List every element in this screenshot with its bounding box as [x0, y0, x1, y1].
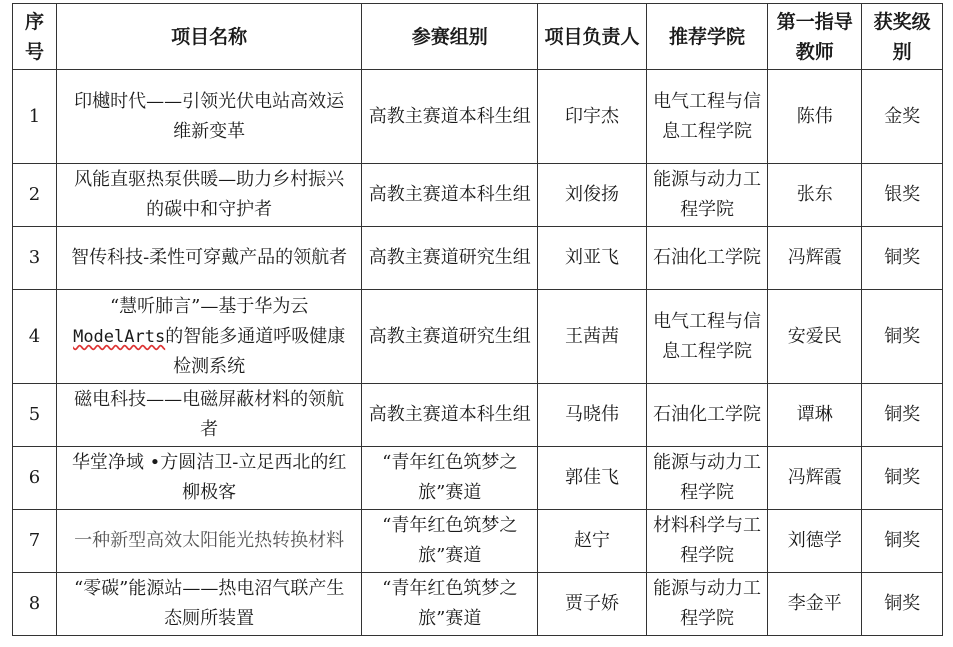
project-name-part: “慧听肺言”—基于华为云	[109, 295, 309, 317]
cell-leader: 王茜茜	[538, 290, 647, 384]
cell-level: 铜奖	[862, 384, 943, 447]
cell-project-name: 智传科技-柔性可穿戴产品的领航者	[56, 227, 361, 290]
cell-level: 铜奖	[862, 290, 943, 384]
cell-project-name: 华堂净域 •方圆洁卫-立足西北的红柳极客	[56, 447, 361, 510]
cell-no: 3	[13, 227, 57, 290]
awards-table	[12, 3, 943, 636]
table-row	[13, 227, 943, 290]
cell-advisor: 冯辉霞	[768, 447, 862, 510]
cell-group: 高教主赛道研究生组	[362, 290, 538, 384]
cell-no: 1	[13, 70, 57, 164]
cell-college: 电气工程与信息工程学院	[646, 70, 767, 164]
cell-level: 银奖	[862, 164, 943, 227]
cell-project-name: 印樾时代——引领光伏电站高效运维新变革	[56, 70, 361, 164]
cell-advisor: 刘德学	[768, 510, 862, 573]
cell-college: 材料科学与工程学院	[646, 510, 767, 573]
cell-leader: 刘亚飞	[538, 227, 647, 290]
table-row	[13, 573, 943, 636]
cell-no: 5	[13, 384, 57, 447]
cell-college: 能源与动力工程学院	[646, 164, 767, 227]
cell-leader: 刘俊扬	[538, 164, 647, 227]
cell-no: 2	[13, 164, 57, 227]
cell-leader: 郭佳飞	[538, 447, 647, 510]
cell-no: 7	[13, 510, 57, 573]
cell-advisor: 安爱民	[768, 290, 862, 384]
cell-level: 金奖	[862, 70, 943, 164]
cell-advisor: 陈伟	[768, 70, 862, 164]
cell-college: 石油化工学院	[646, 227, 767, 290]
cell-no: 4	[13, 290, 57, 384]
table-row	[13, 70, 943, 164]
cell-project-name: 一种新型高效太阳能光热转换材料	[56, 510, 361, 573]
cell-level: 铜奖	[862, 447, 943, 510]
cell-leader: 印宇杰	[538, 70, 647, 164]
project-name-brand: ModelArts	[73, 326, 166, 347]
cell-advisor: 谭琳	[768, 384, 862, 447]
header-name: 项目名称	[56, 4, 361, 70]
table-row	[13, 290, 943, 384]
cell-college: 电气工程与信息工程学院	[646, 290, 767, 384]
cell-project-name: “零碳”能源站——热电沼气联产生态厕所装置	[56, 573, 361, 636]
header-level: 获奖级别	[862, 4, 943, 70]
header-college: 推荐学院	[646, 4, 767, 70]
cell-group: 高教主赛道本科生组	[362, 70, 538, 164]
cell-level: 铜奖	[862, 510, 943, 573]
cell-group: “青年红色筑梦之旅”赛道	[362, 510, 538, 573]
cell-advisor: 冯辉霞	[768, 227, 862, 290]
table-row	[13, 510, 943, 573]
cell-project-name: 风能直驱热泵供暖—助力乡村振兴的碳中和守护者	[56, 164, 361, 227]
table-row	[13, 164, 943, 227]
cell-project-name: 磁电科技——电磁屏蔽材料的领航者	[56, 384, 361, 447]
cell-advisor: 张东	[768, 164, 862, 227]
project-name-part: 的智能多通道呼吸健康检测系统	[165, 325, 346, 377]
cell-group: 高教主赛道研究生组	[362, 227, 538, 290]
table-row	[13, 447, 943, 510]
cell-advisor: 李金平	[768, 573, 862, 636]
cell-leader: 马晓伟	[538, 384, 647, 447]
header-row	[13, 4, 943, 70]
cell-level: 铜奖	[862, 227, 943, 290]
cell-college: 能源与动力工程学院	[646, 447, 767, 510]
cell-leader: 赵宁	[538, 510, 647, 573]
cell-group: 高教主赛道本科生组	[362, 384, 538, 447]
header-leader: 项目负责人	[538, 4, 647, 70]
cell-college: 能源与动力工程学院	[646, 573, 767, 636]
cell-no: 8	[13, 573, 57, 636]
header-advisor: 第一指导教师	[768, 4, 862, 70]
cell-level: 铜奖	[862, 573, 943, 636]
cell-project-name	[56, 290, 361, 384]
header-group: 参赛组别	[362, 4, 538, 70]
cell-group: “青年红色筑梦之旅”赛道	[362, 447, 538, 510]
table-row	[13, 384, 943, 447]
cell-no: 6	[13, 447, 57, 510]
header-no: 序号	[13, 4, 57, 70]
cell-leader: 贾子娇	[538, 573, 647, 636]
cell-group: 高教主赛道本科生组	[362, 164, 538, 227]
cell-college: 石油化工学院	[646, 384, 767, 447]
cell-group: “青年红色筑梦之旅”赛道	[362, 573, 538, 636]
